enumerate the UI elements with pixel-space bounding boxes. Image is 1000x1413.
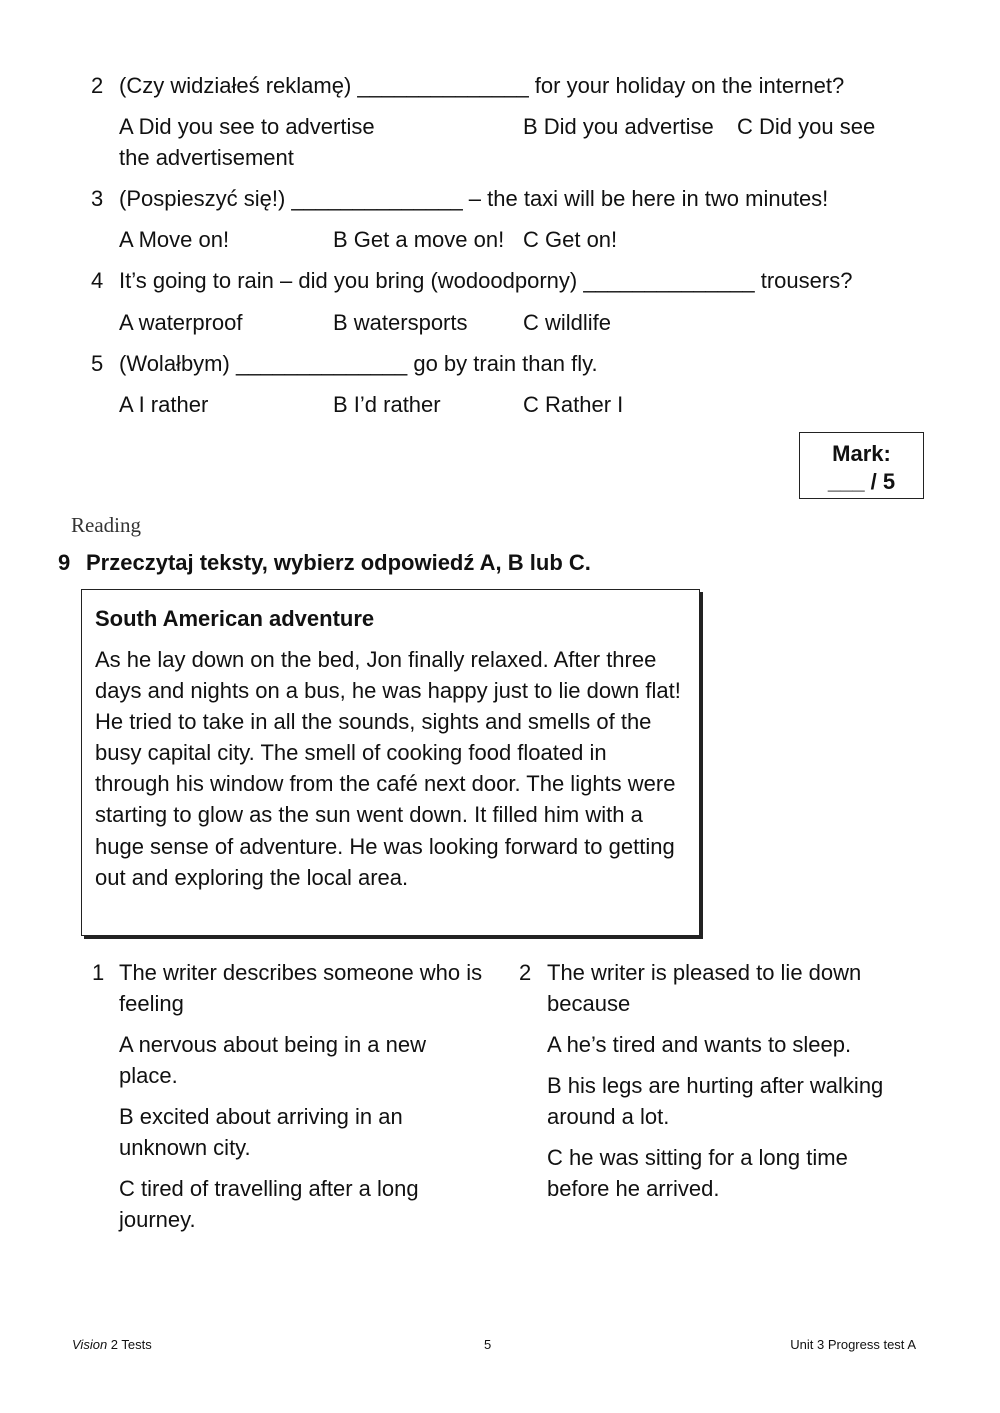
option-b: B Did you advertise bbox=[523, 114, 714, 139]
option-b: B I’d rather bbox=[333, 392, 441, 417]
footer-book-title: Vision bbox=[72, 1337, 108, 1352]
option-a: A Move on! bbox=[119, 227, 230, 252]
question-number: 1 bbox=[92, 960, 105, 985]
option-a: A waterproof bbox=[119, 310, 243, 335]
exercise-number: 9 bbox=[58, 550, 71, 575]
option-a: A nervous about being in a new place. bbox=[119, 1032, 427, 1088]
option-b: B Get a move on! bbox=[333, 227, 505, 252]
question-prompt: It’s going to rain – did you bring (wodoodporny) ______________ trousers? bbox=[119, 268, 853, 293]
mark-label: Mark: bbox=[832, 441, 891, 466]
option-a: A I rather bbox=[119, 392, 209, 417]
question-stem: The writer describes someone who is feeling bbox=[119, 960, 483, 1016]
option-c: C Did you see bbox=[737, 114, 876, 139]
footer-book-subtitle: 2 Tests bbox=[107, 1337, 152, 1352]
question-prompt: (Pospieszyć się!) ______________ – the taxi will be here in two minutes! bbox=[119, 186, 829, 211]
exercise-instruction: Przeczytaj teksty, wybierz odpowiedź A, B lub C. bbox=[86, 550, 591, 575]
option-c: C tired of travelling after a long journey. bbox=[119, 1176, 419, 1232]
option-a: A he’s tired and wants to sleep. bbox=[547, 1032, 852, 1057]
question-prompt: (Wolałbym) ______________ go by train than fly. bbox=[119, 351, 598, 376]
footer-left bbox=[72, 1337, 152, 1353]
reading-passage: As he lay down on the bed, Jon finally relaxed. After three days and nights on a bus, he was happy just to lie down flat! He tried to take in all the sounds, sights and smells of the busy capital city. The smell of cooking food floated in through his window from the café next door. The lights were starting to glow as the sun went down. It filled him with a huge sense of adventure. He was looking forward to getting out and exploring the local area. bbox=[95, 647, 681, 890]
question-number: 3 bbox=[91, 186, 104, 211]
question-number: 2 bbox=[91, 73, 104, 98]
mark-box bbox=[799, 432, 924, 499]
footer-right: Unit 3 Progress test A bbox=[790, 1337, 916, 1352]
question-number: 4 bbox=[91, 268, 104, 293]
option-b: B his legs are hurting after walking around a lot. bbox=[547, 1073, 884, 1129]
page-number: 5 bbox=[484, 1337, 492, 1352]
question-prompt: (Czy widziałeś reklamę) ______________ for your holiday on the internet? bbox=[119, 73, 845, 98]
question-number: 2 bbox=[519, 960, 532, 985]
option-c: C he was sitting for a long time before he arrived. bbox=[547, 1145, 848, 1201]
question-stem: The writer is pleased to lie down because bbox=[547, 960, 862, 1016]
reading-title: South American adventure bbox=[95, 606, 375, 631]
option-c-continued: the advertisement bbox=[119, 145, 294, 170]
option-b: B watersports bbox=[333, 310, 468, 335]
option-c: C Get on! bbox=[523, 227, 618, 252]
option-b: B excited about arriving in an unknown city. bbox=[119, 1104, 403, 1160]
section-label: Reading bbox=[71, 513, 141, 537]
question-number: 5 bbox=[91, 351, 104, 376]
mark-score: ___ / 5 bbox=[827, 469, 896, 494]
option-c: C wildlife bbox=[523, 310, 612, 335]
option-a: A Did you see to advertise bbox=[119, 114, 375, 139]
option-c: C Rather I bbox=[523, 392, 624, 417]
